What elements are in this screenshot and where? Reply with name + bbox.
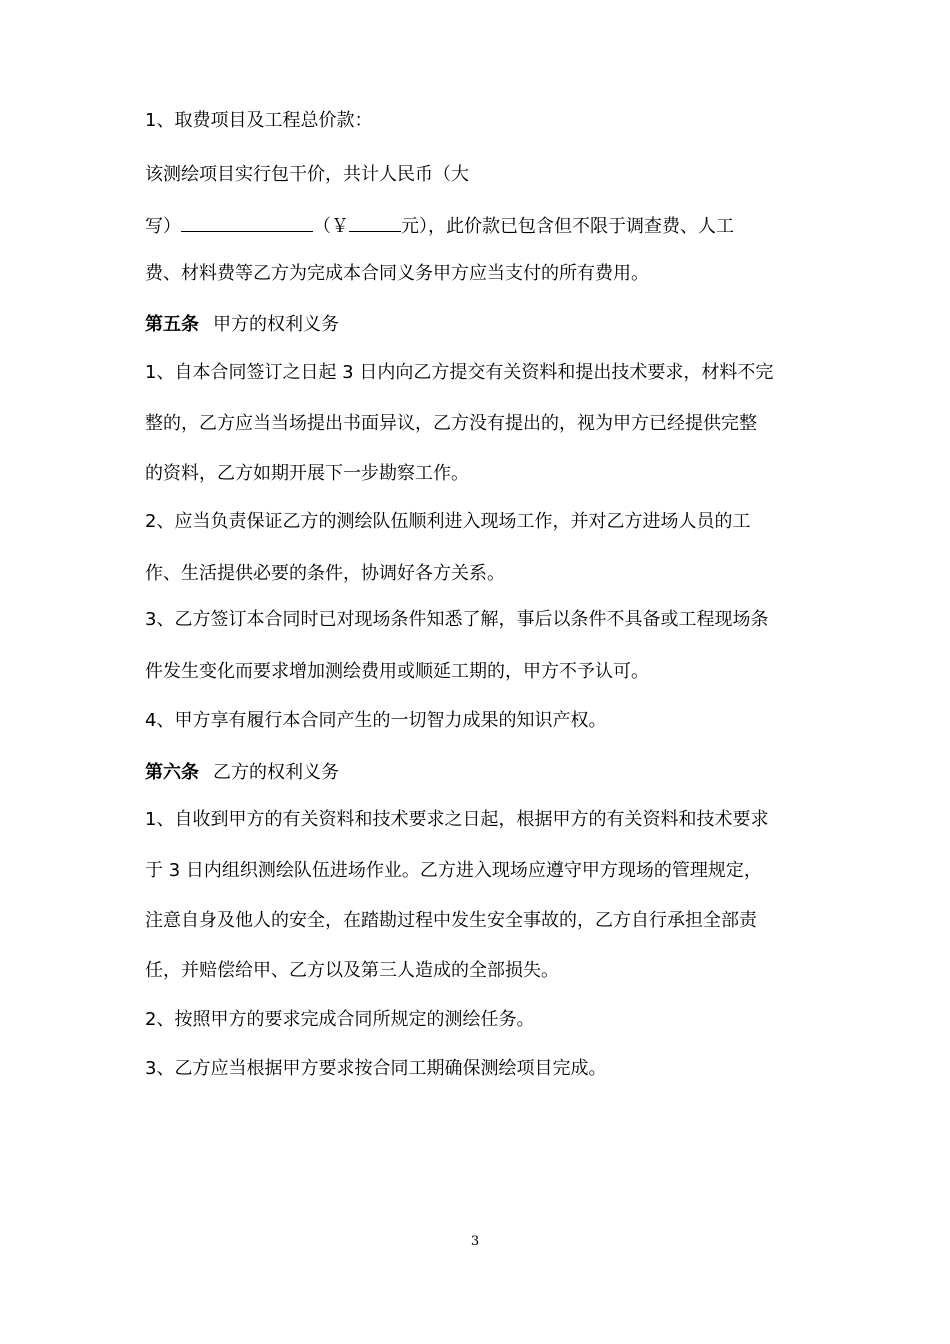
article-5-line: 3、乙方签订本合同时已对现场条件知悉了解，事后以条件不具备或工程现场条 [145,609,769,630]
page-number: 3 [470,1234,480,1249]
amount-in-figures-blank [349,211,401,232]
article-6-line: 注意自身及他人的安全，在踏勘过程中发生安全事故的，乙方自行承担全部责 [145,910,757,931]
fee-text-line-3: 费、材料费等乙方为完成本合同义务甲方应当支付的所有费用。 [145,263,649,284]
article-6-line: 2、按照甲方的要求完成合同所规定的测绘任务。 [145,1009,535,1030]
article-6-line: 于 3 日内组织测绘队伍进场作业。乙方进入现场应遵守甲方现场的管理规定， [145,860,762,881]
article-6-number: 第六条 [145,762,199,783]
article-6-line: 3、乙方应当根据甲方要求按合同工期确保测绘项目完成。 [145,1058,607,1079]
amount-in-words-blank [181,211,313,232]
article-5-line: 4、甲方享有履行本合同产生的一切智力成果的知识产权。 [145,710,607,731]
article-5-heading [145,312,825,338]
article-6-line: 任，并赔偿给甲、乙方以及第三人造成的全部损失。 [145,960,559,981]
article-5-number: 第五条 [145,314,199,335]
article-6-heading [145,760,825,786]
article-5-line: 件发生变化而要求增加测绘费用或顺延工期的，甲方不予认可。 [145,661,649,682]
article-6-line: 1、自收到甲方的有关资料和技术要求之日起，根据甲方的有关资料和技术要求 [145,809,769,830]
article-5-line: 2、应当负责保证乙方的测绘队伍顺利进入现场工作，并对乙方进场人员的工 [145,511,751,532]
article-5-line: 整的，乙方应当当场提出书面异议，乙方没有提出的，视为甲方已经提供完整 [145,413,757,434]
fee-text-suffix: 元），此价款已包含但不限于调查费、人工 [401,216,734,237]
article-5-title: 甲方的权利义务 [213,314,339,335]
article-5-line: 的资料，乙方如期开展下一步勘察工作。 [145,463,469,484]
fee-text-line-2 [145,211,825,240]
article-6-title: 乙方的权利义务 [213,762,339,783]
fee-item-heading: 1、取费项目及工程总价款： [145,110,373,131]
fee-text-line-1: 该测绘项目实行包干价，共计人民币（大 [145,164,469,185]
fee-text-yuan-symbol: （￥ [313,216,349,237]
fee-text-prefix: 写） [145,216,181,237]
article-5-line: 1、自本合同签订之日起 3 日内向乙方提交有关资料和提出技术要求，材料不完 [145,362,774,383]
article-5-line: 作、生活提供必要的条件，协调好各方关系。 [145,563,505,584]
